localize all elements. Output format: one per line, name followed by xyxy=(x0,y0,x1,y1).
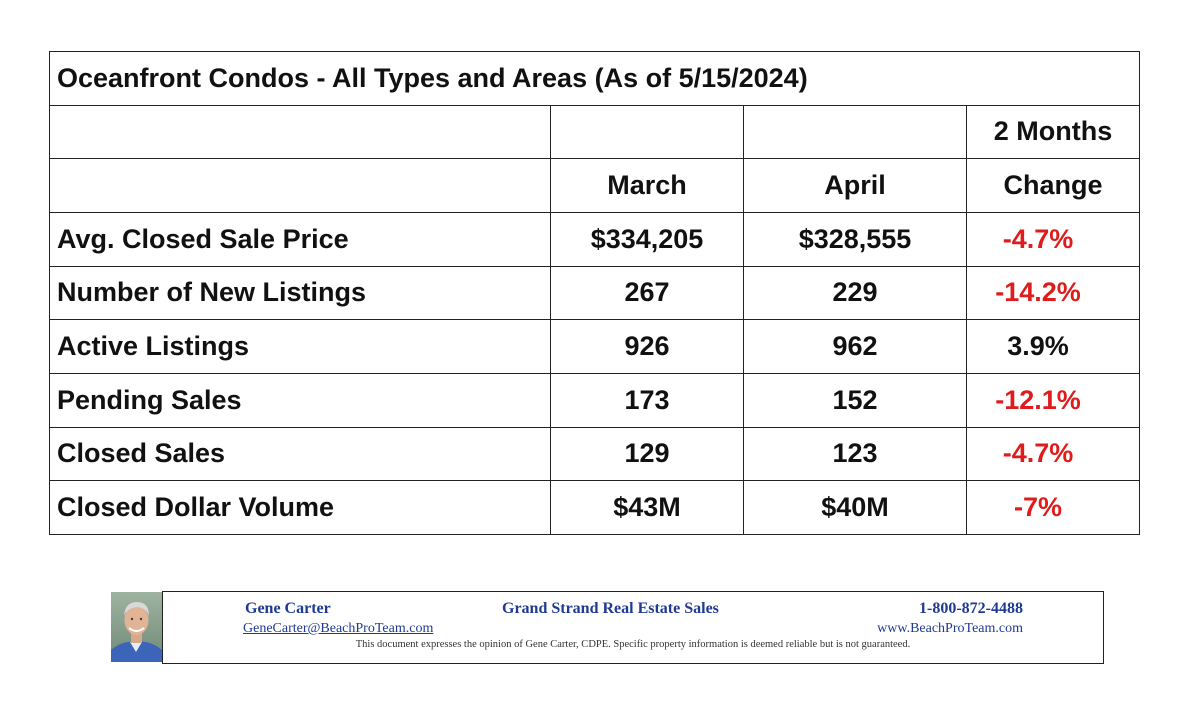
change-value: -7% xyxy=(967,481,1140,535)
march-value: $334,205 xyxy=(551,212,744,266)
header-march: March xyxy=(551,159,744,213)
row-label: Closed Dollar Volume xyxy=(50,481,551,535)
company-name: Grand Strand Real Estate Sales xyxy=(502,600,719,617)
march-value: 173 xyxy=(551,373,744,427)
row-label: Avg. Closed Sale Price xyxy=(50,212,551,266)
header-blank-march xyxy=(551,105,744,159)
header-blank-label xyxy=(50,105,551,159)
agent-email-link[interactable]: GeneCarter@BeachProTeam.com xyxy=(243,621,434,636)
change-value: -14.2% xyxy=(967,266,1140,320)
april-value: $328,555 xyxy=(744,212,967,266)
change-value: -4.7% xyxy=(967,212,1140,266)
table-row xyxy=(50,266,1140,320)
table-row xyxy=(50,373,1140,427)
march-value: 129 xyxy=(551,427,744,481)
header-change-line2: Change xyxy=(967,159,1140,213)
report-title: Oceanfront Condos - All Types and Areas (As of 5/15/2024) xyxy=(50,52,1140,106)
header-label-cell xyxy=(50,159,551,213)
agent-name: Gene Carter xyxy=(245,600,331,617)
row-label: Active Listings xyxy=(50,320,551,374)
april-value: 123 xyxy=(744,427,967,481)
april-value: 962 xyxy=(744,320,967,374)
row-label: Pending Sales xyxy=(50,373,551,427)
agent-photo xyxy=(111,592,162,662)
april-value: 229 xyxy=(744,266,967,320)
change-value: -4.7% xyxy=(967,427,1140,481)
row-label: Closed Sales xyxy=(50,427,551,481)
change-value: -12.1% xyxy=(967,373,1140,427)
march-value: $43M xyxy=(551,481,744,535)
table-row xyxy=(50,212,1140,266)
contact-footer xyxy=(162,591,1104,664)
phone-number: 1-800-872-4488 xyxy=(919,600,1023,617)
website-link[interactable]: www.BeachProTeam.com xyxy=(877,621,1023,636)
april-value: $40M xyxy=(744,481,967,535)
april-value: 152 xyxy=(744,373,967,427)
change-value: 3.9% xyxy=(967,320,1140,374)
header-april: April xyxy=(744,159,967,213)
disclaimer-text: This document expresses the opinion of Gene Carter, CDPE. Specific property information is deemed reliable but is not guaranteed. xyxy=(355,639,911,650)
table-row xyxy=(50,481,1140,535)
header-blank-april xyxy=(744,105,967,159)
row-label: Number of New Listings xyxy=(50,266,551,320)
march-value: 926 xyxy=(551,320,744,374)
market-stats-table xyxy=(49,51,1140,535)
table-row xyxy=(50,427,1140,481)
header-change-line1: 2 Months xyxy=(967,105,1140,159)
table-row xyxy=(50,320,1140,374)
march-value: 267 xyxy=(551,266,744,320)
